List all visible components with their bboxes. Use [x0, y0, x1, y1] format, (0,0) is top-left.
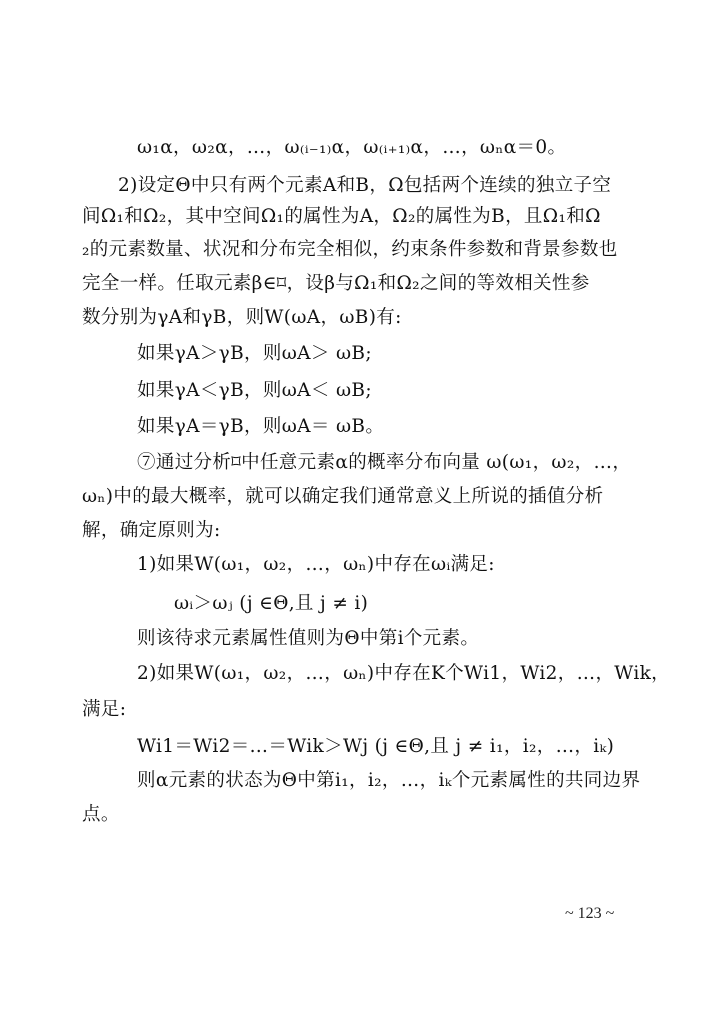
- text-line: 间Ω₁和Ω₂，其中空间Ω₁的属性为A，Ω₂的属性为B，且Ω₁和Ω: [82, 206, 601, 227]
- text-line: Wi1＝Wi2＝…＝Wik＞Wj (j ∈Θ,且 j ≠ i₁，i₂，…，iₖ): [137, 736, 615, 757]
- text-line: 则该待求元素属性值则为Θ中第i个元素。: [137, 628, 480, 649]
- text-line: ω₁α，ω₂α，…，ω₍ᵢ₋₁₎α，ω₍ᵢ₊₁₎α，…，ωₙα＝0。: [137, 137, 567, 158]
- text-line: 如果γA＜γB，则ωA＜ ωB;: [137, 380, 372, 401]
- text-line: 完全一样。任取元素β∈⌑，设β与Ω₁和Ω₂之间的等效相关性参: [82, 273, 590, 294]
- page-number: ~ 123 ~: [565, 905, 615, 922]
- text-line: 2)设定Θ中只有两个元素A和B，Ω包括两个连续的独立子空: [118, 175, 612, 196]
- text-line: 则α元素的状态为Θ中第i₁，i₂，…，iₖ个元素属性的共同边界: [137, 770, 641, 791]
- text-line: ωᵢ＞ωⱼ (j ∈Θ,且 j ≠ i): [174, 593, 369, 614]
- text-line: 点。: [82, 804, 120, 825]
- text-line: 2)如果W(ω₁，ω₂，…，ωₙ)中存在K个Wi1，Wi2，…，Wik，: [137, 663, 671, 684]
- text-line: 如果γA＝γB，则ωA＝ ωB。: [137, 416, 385, 437]
- text-line: ⑦通过分析⌑中任意元素α的概率分布向量 ω(ω₁，ω₂，…，: [137, 452, 632, 473]
- text-line: 如果γA＞γB，则ωA＞ ωB;: [137, 343, 372, 364]
- text-line: 满足:: [82, 699, 127, 720]
- text-line: 1)如果W(ω₁，ω₂，…，ωₙ)中存在ωᵢ满足:: [137, 554, 495, 575]
- text-line: ₂的元素数量、状况和分布完全相似，约束条件参数和背景参数也: [82, 239, 618, 260]
- text-line: 数分别为γA和γB，则W(ωA，ωB)有:: [82, 307, 402, 328]
- text-line: ωₙ)中的最大概率，就可以确定我们通常意义上所说的插值分析: [82, 486, 604, 507]
- text-line: 解，确定原则为:: [82, 520, 221, 541]
